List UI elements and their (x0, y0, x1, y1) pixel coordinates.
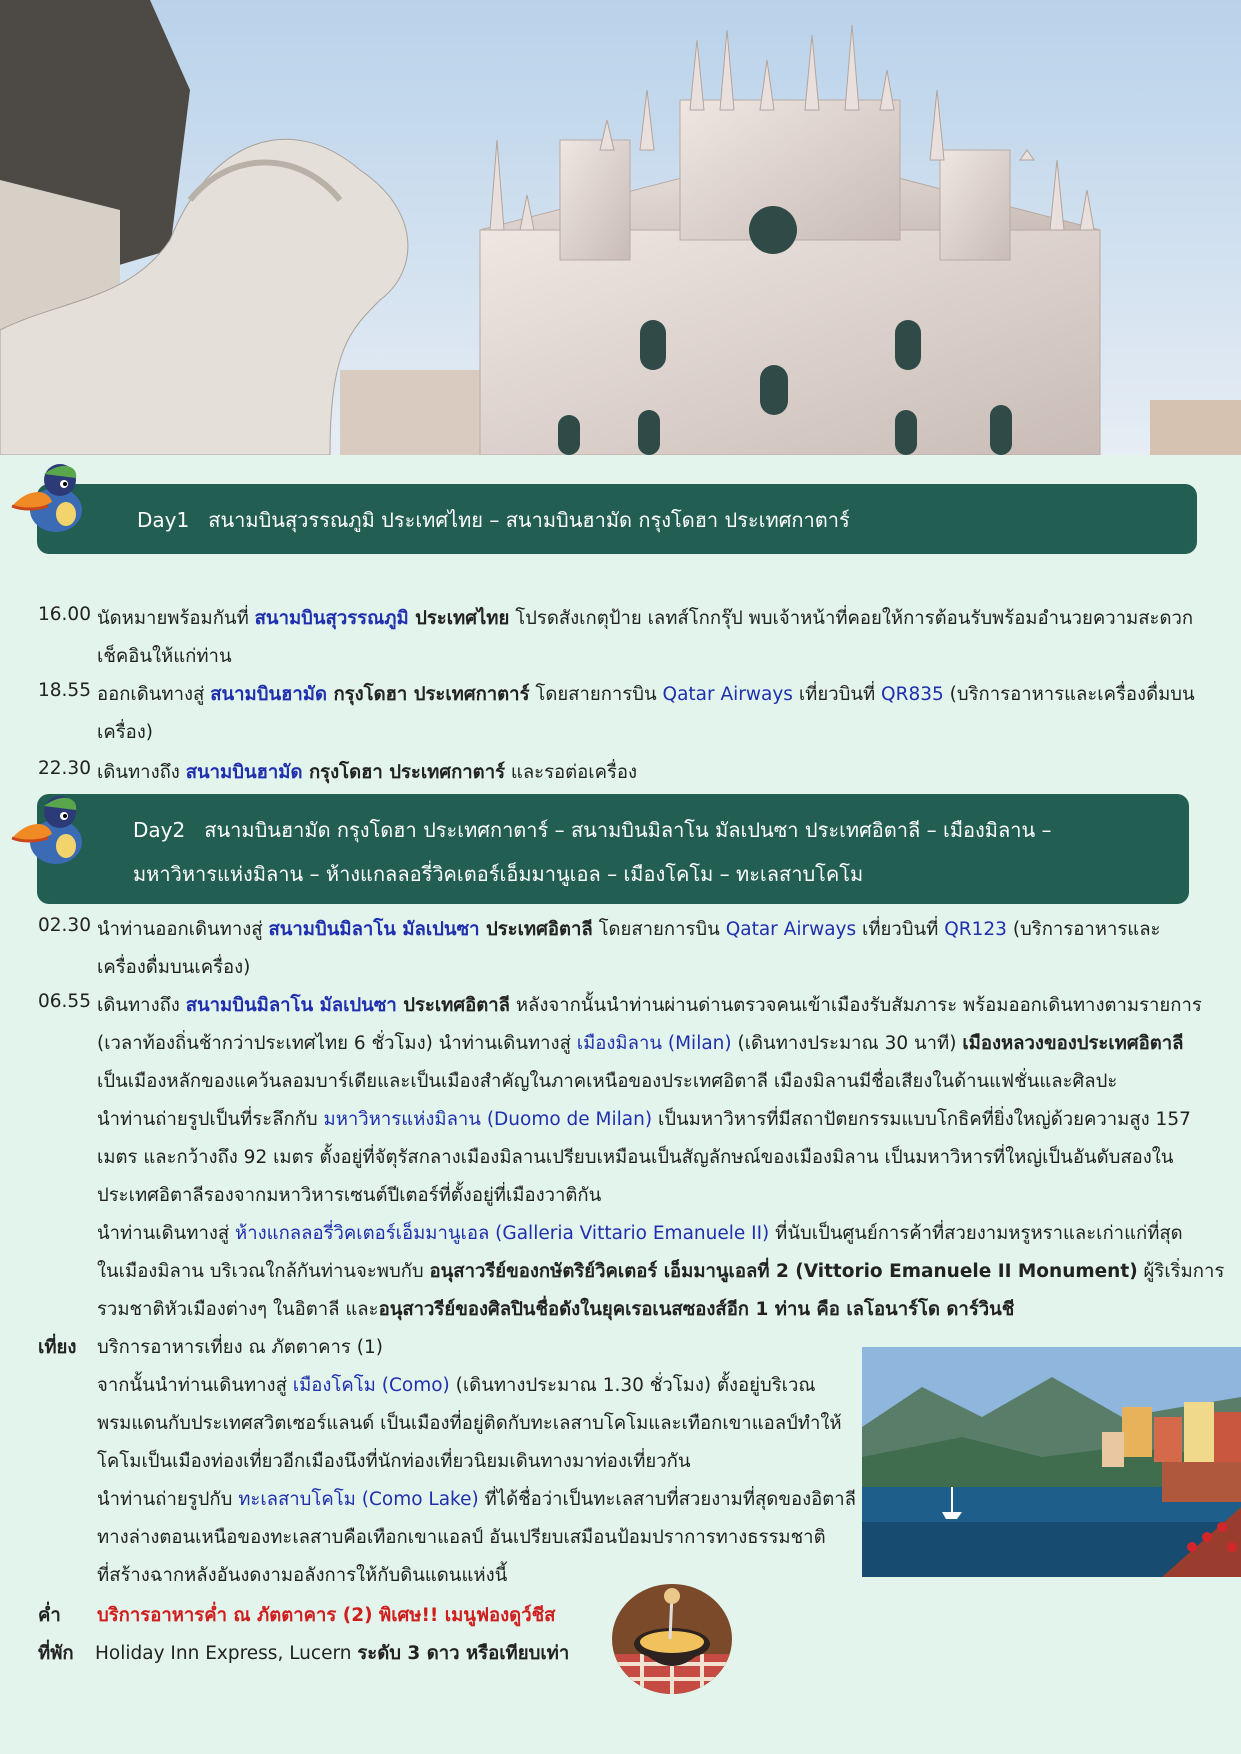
day2-item-2-line1: เดินทางถึง สนามบินมิลาโน มัลเปนซา ประเทศอิตาลี หลังจากนั้นนำท่านผ่านด่านตรวจคนเข้าเมืองรับสัมภาระ พร้อมออกเดินทางตามรายการ (97, 995, 1202, 1016)
day2-time-1: 02.30 (38, 915, 91, 936)
toucan-mascot-icon (8, 458, 100, 538)
dinner-label: ค่ำ (38, 1605, 61, 1626)
day2-item-2-line2: (เวลาท้องถิ่นช้ากว่าประเทศไทย 6 ชั่วโมง) นำท่านเดินทางสู่ เมืองมิลาน (Milan) (เดินทางประมาณ 30 นาที) เมืองหลวงของประเทศอิตาลี (97, 1033, 1184, 1054)
day1-time-2: 18.55 (38, 680, 91, 701)
day2-item-2-line6: ประเทศอิตาลีรองจากมหาวิหารเซนต์ปีเตอร์ที่ตั้งอยู่ที่เมืองวาติกัน (97, 1185, 602, 1206)
lunch-line2: จากนั้นนำท่านเดินทางสู่ เมืองโคโม (Como) (เดินทางประมาณ 1.30 ชั่วโมง) ตั้งอยู่บริเวณ (97, 1375, 816, 1396)
day2-banner (37, 794, 1189, 904)
day1-time-3: 22.30 (38, 758, 91, 779)
dinner-text: บริการอาหารค่ำ ณ ภัตตาคาร (2) พิเศษ!! เมนูฟองดูว์ชีส (97, 1605, 556, 1626)
day2-item-2-line3: เป็นเมืองหลักของแคว้นลอมบาร์เดียและเป็นเมืองสำคัญในภาคเหนือของประเทศอิตาลี เมืองมิลานมีชื่อเสียงในด้านแฟชั่นและศิลปะ (97, 1071, 1118, 1092)
day1-item-3-line1: เดินทางถึง สนามบินฮามัด กรุงโดฮา ประเทศกาตาร์ และรอต่อเครื่อง (97, 762, 638, 783)
day2-item-1-line2: เครื่องดื่มบนเครื่อง) (97, 957, 251, 978)
day2-item-2-line5: เมตร และกว้างถึง 92 เมตร ตั้งอยู่ที่จัตุรัสกลางเมืองมิลานเปรียบเหมือนเป็นสัญลักษณ์ของเมืองมิลาน เป็นมหาวิหารที่ใหญ่เป็นอันดับสองใน (97, 1147, 1174, 1168)
day2-time-2: 06.55 (38, 991, 91, 1012)
day1-item-1-line1: นัดหมายพร้อมกันที่ สนามบินสุวรรณภูมิ ประเทศไทย โปรดสังเกตุป้าย เลทส์โกกรุ๊ป พบเจ้าหน้าที่คอยให้การต้อนรับพร้อมอำนวยความสะดวก (97, 608, 1194, 629)
como-lake-photo (862, 1347, 1241, 1577)
hotel-text: Holiday Inn Express, Lucern ระดับ 3 ดาว หรือเทียบเท่า (95, 1643, 570, 1664)
day2-item-2-line9: รวมชาติหัวเมืองต่างๆ ในอิตาลี และอนุสาวรีย์ของศิลปินชื่อดังในยุคเรอเนสซองส์อีก 1 ท่าน คือ เลโอนาร์โด ดาร์วินชี (97, 1299, 1015, 1320)
day2-item-2-line7: นำท่านเดินทางสู่ ห้างแกลลอรี่วิคเตอร์เอ็มมานูเอล (Galleria Vittario Emanuele II) ที่นับเป็นศูนย์การค้าที่สวยงามหรูหราและเก่าแก่ที่สุด (97, 1223, 1183, 1244)
lunch-line4: โคโมเป็นเมืองท่องเที่ยวอีกเมืองนึงที่นักท่องเที่ยวนิยมเดินทางมาท่องเที่ยวกัน (97, 1451, 691, 1472)
cheese-fondue-photo (612, 1584, 732, 1694)
lunch-line7: ที่สร้างฉากหลังอันงดงามอลังการให้กับดินแดนแห่งนี้ (97, 1565, 508, 1586)
day2-item-1-line1: นำท่านออกเดินทางสู่ สนามบินมิลาโน มัลเปนซา ประเทศอิตาลี โดยสายการบิน Qatar Airways เที่ยวบินที่ QR123 (บริการอาหารและ (97, 919, 1161, 940)
day1-item-1-line2: เช็คอินให้แก่ท่าน (97, 646, 232, 667)
hero-photo-milan-duomo (0, 0, 1241, 455)
day2-title-line2: มหาวิหารแห่งมิลาน – ห้างแกลลอรี่วิคเตอร์เอ็มมานูเอล – เมืองโคโม – ทะเลสาบโคโม (133, 862, 864, 886)
day1-item-2-line2: เครื่อง) (97, 722, 153, 743)
day2-title-line1: Day2 สนามบินฮามัด กรุงโดฮา ประเทศกาตาร์ – สนามบินมิลาโน มัลเปนซา ประเทศอิตาลี – เมืองมิลาน – (133, 818, 1052, 842)
toucan-mascot-icon (8, 790, 100, 870)
day1-banner (37, 484, 1197, 554)
lunch-line6: ทางล่างตอนเหนือของทะเลสาบคือเทือกเขาแอลป์ อันเปรียบเสมือนป้อมปราการทางธรรมชาติ (97, 1527, 826, 1548)
day1-title: Day1 สนามบินสุวรรณภูมิ ประเทศไทย – สนามบินฮามัด กรุงโดฮา ประเทศกาตาร์ (137, 508, 850, 532)
day1-time-1: 16.00 (38, 604, 91, 625)
hotel-label: ที่พัก (38, 1643, 74, 1664)
lunch-line1: บริการอาหารเที่ยง ณ ภัตตาคาร (1) (97, 1337, 383, 1358)
lunch-line5: นำท่านถ่ายรูปกับ ทะเลสาบโคโม (Como Lake) ที่ได้ชื่อว่าเป็นทะเลสาบที่สวยงามที่สุดของอิตาลี (97, 1489, 856, 1510)
day1-item-2-line1: ออกเดินทางสู่ สนามบินฮามัด กรุงโดฮา ประเทศกาตาร์ โดยสายการบิน Qatar Airways เที่ยวบินที่ QR835 (บริการอาหารและเครื่องดื่มบน (97, 684, 1195, 705)
day2-item-2-line8: ในเมืองมิลาน บริเวณใกล้กันท่านจะพบกับ อนุสาวรีย์ของกษัตริย์วิคเตอร์ เอ็มมานูเอลที่ 2 (Vittorio Emanuele II Monument) ผู้ริเริ่มการ (97, 1261, 1225, 1282)
lunch-line3: พรมแดนกับประเทศสวิตเซอร์แลนด์ เป็นเมืองที่อยู่ติดกับทะเลสาบโคโมและเทือกเขาแอลป์ทำให้ (97, 1413, 842, 1434)
lunch-label: เที่ยง (38, 1337, 77, 1358)
day2-item-2-line4: นำท่านถ่ายรูปเป็นที่ระลึกกับ มหาวิหารแห่งมิลาน (Duomo de Milan) เป็นมหาวิหารที่มีสถาปัตยกรรมแบบโกธิคที่ยิ่งใหญ่ด้วยความสูง 157 (97, 1109, 1191, 1130)
